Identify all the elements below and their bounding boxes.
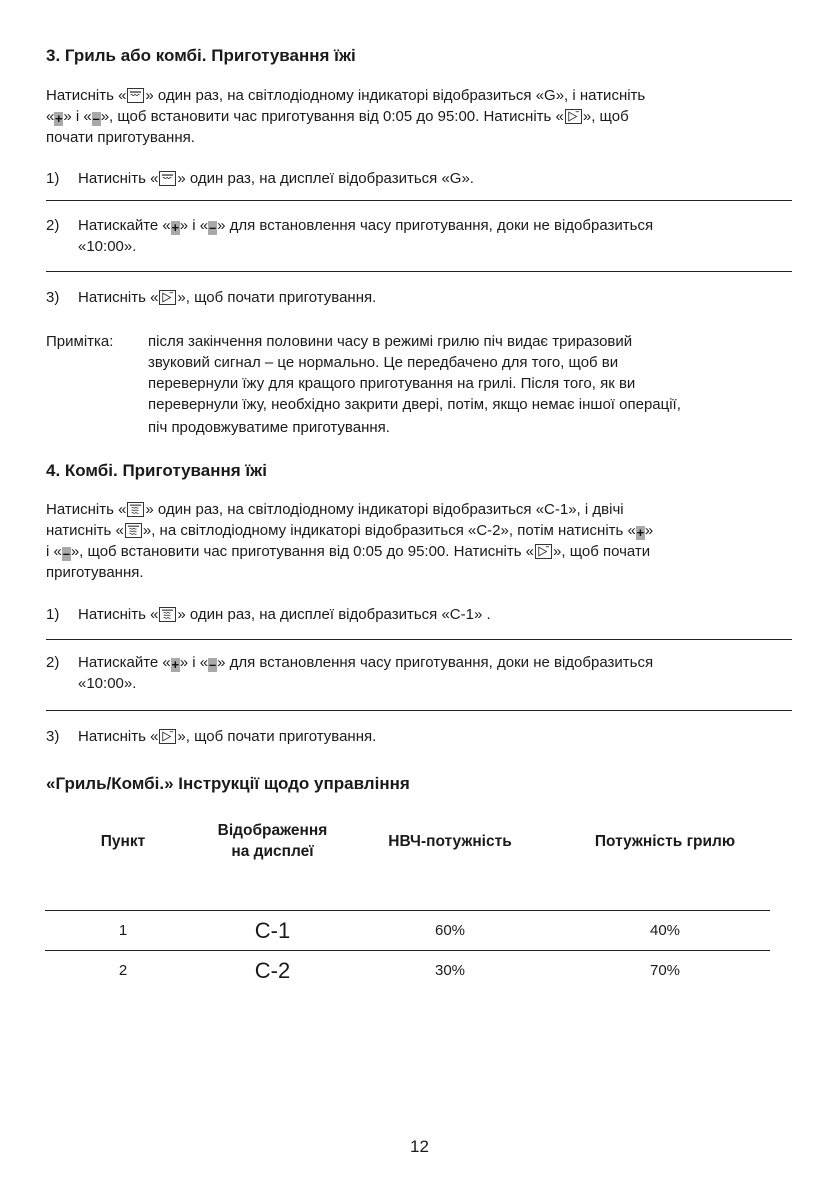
plus-key-icon: + (636, 525, 645, 540)
plus-key-icon: + (171, 220, 180, 235)
column-header-item: Пункт (100, 833, 146, 850)
start-button-icon (159, 729, 176, 744)
start-button-icon (535, 544, 552, 559)
cell-item: 1 (118, 922, 128, 939)
section-3-intro: Натисніть « » один раз, на світлодіодному індикаторі відобразиться «G», і натисніть «+» і «–», щоб встановити час приготування від 0:05 до 95:00. Натисніть « », щоб почати приготування. (46, 87, 646, 146)
note-label: Примітка: (46, 333, 114, 350)
start-button-icon (159, 290, 176, 305)
divider (46, 271, 792, 272)
table-divider (45, 950, 770, 951)
plus-key-icon: + (55, 111, 63, 126)
table-row (45, 912, 770, 950)
instructions-heading: «Гриль/Комбі.» Інструкції щодо управління (46, 774, 410, 793)
cell-item: 2 (118, 962, 128, 979)
grill-button-icon (127, 88, 144, 103)
combi-button-icon (125, 523, 142, 538)
grill-button-icon (159, 171, 176, 186)
section-4-step-3: 3) Натисніть « », щоб почати приготування. (46, 728, 377, 745)
section-4-step-1: 1) Натисніть « » один раз, на дисплеї відобразиться «C-1» . (46, 606, 491, 623)
divider (46, 710, 792, 711)
section-4-intro: Натисніть « » один раз, на світлодіодному індикаторі відобразиться «C-1», і двічі натисніть « », на світлодіодному індикаторі відобразиться «C-2», потім натисніть «+» і «–», щоб встановити час приготування від 0:05 до 95:00. Натисніть « », щоб почати приготування. (46, 501, 654, 581)
section-3-heading: 3. Гриль або комбі. Приготування їжі (46, 46, 356, 65)
cell-microwave-power: 60% (434, 922, 466, 939)
combi-button-icon (127, 502, 144, 517)
minus-key-icon: – (209, 220, 217, 235)
page-number: 12 (410, 1137, 429, 1156)
section-3-step-3: 3) Натисніть « », щоб почати приготування. (46, 289, 377, 306)
minus-key-icon: – (62, 546, 70, 561)
column-header-grill-power: Потужність грилю (594, 833, 736, 850)
cell-display: C-2 (254, 958, 291, 983)
minus-key-icon: – (209, 657, 217, 672)
note-text: після закінчення половини часу в режимі грилю піч видає триразовий звуковий сигнал – це нормально. Це передбачено для того, щоб ви перевернули їжу для кращого приготування на грилі. Після того, як ви перевернули їжу, необхідно закрити двері, потім, якщо немає іншої операції, піч продовжуватиме приготування. (148, 333, 681, 436)
cell-grill-power: 70% (649, 962, 681, 979)
section-3-step-1: 1) Натисніть « » один раз, на дисплеї відобразиться «G». (46, 170, 474, 187)
column-header-microwave-power: НВЧ-потужність (388, 833, 512, 850)
section-4-step-2: 2) Натискайте «+» і «–» для встановлення часу приготування, доки не відобразиться «10:00». (46, 654, 654, 692)
start-button-icon (565, 109, 582, 124)
minus-key-icon: – (92, 111, 100, 126)
divider (46, 639, 792, 640)
cell-display: C-1 (254, 918, 291, 943)
table-divider (45, 910, 770, 911)
cell-grill-power: 40% (649, 922, 681, 939)
section-4-heading: 4. Комбі. Приготування їжі (46, 461, 267, 480)
section-3-step-2: 2) Натискайте «+» і «–» для встановлення часу приготування, доки не відобразиться «10:00». (46, 217, 654, 255)
plus-key-icon: + (171, 657, 180, 672)
column-header-display: Відображення на дисплеї (217, 822, 328, 860)
cell-microwave-power: 30% (434, 962, 466, 979)
combi-button-icon (159, 607, 176, 622)
divider (46, 200, 792, 201)
table-row (45, 952, 770, 990)
